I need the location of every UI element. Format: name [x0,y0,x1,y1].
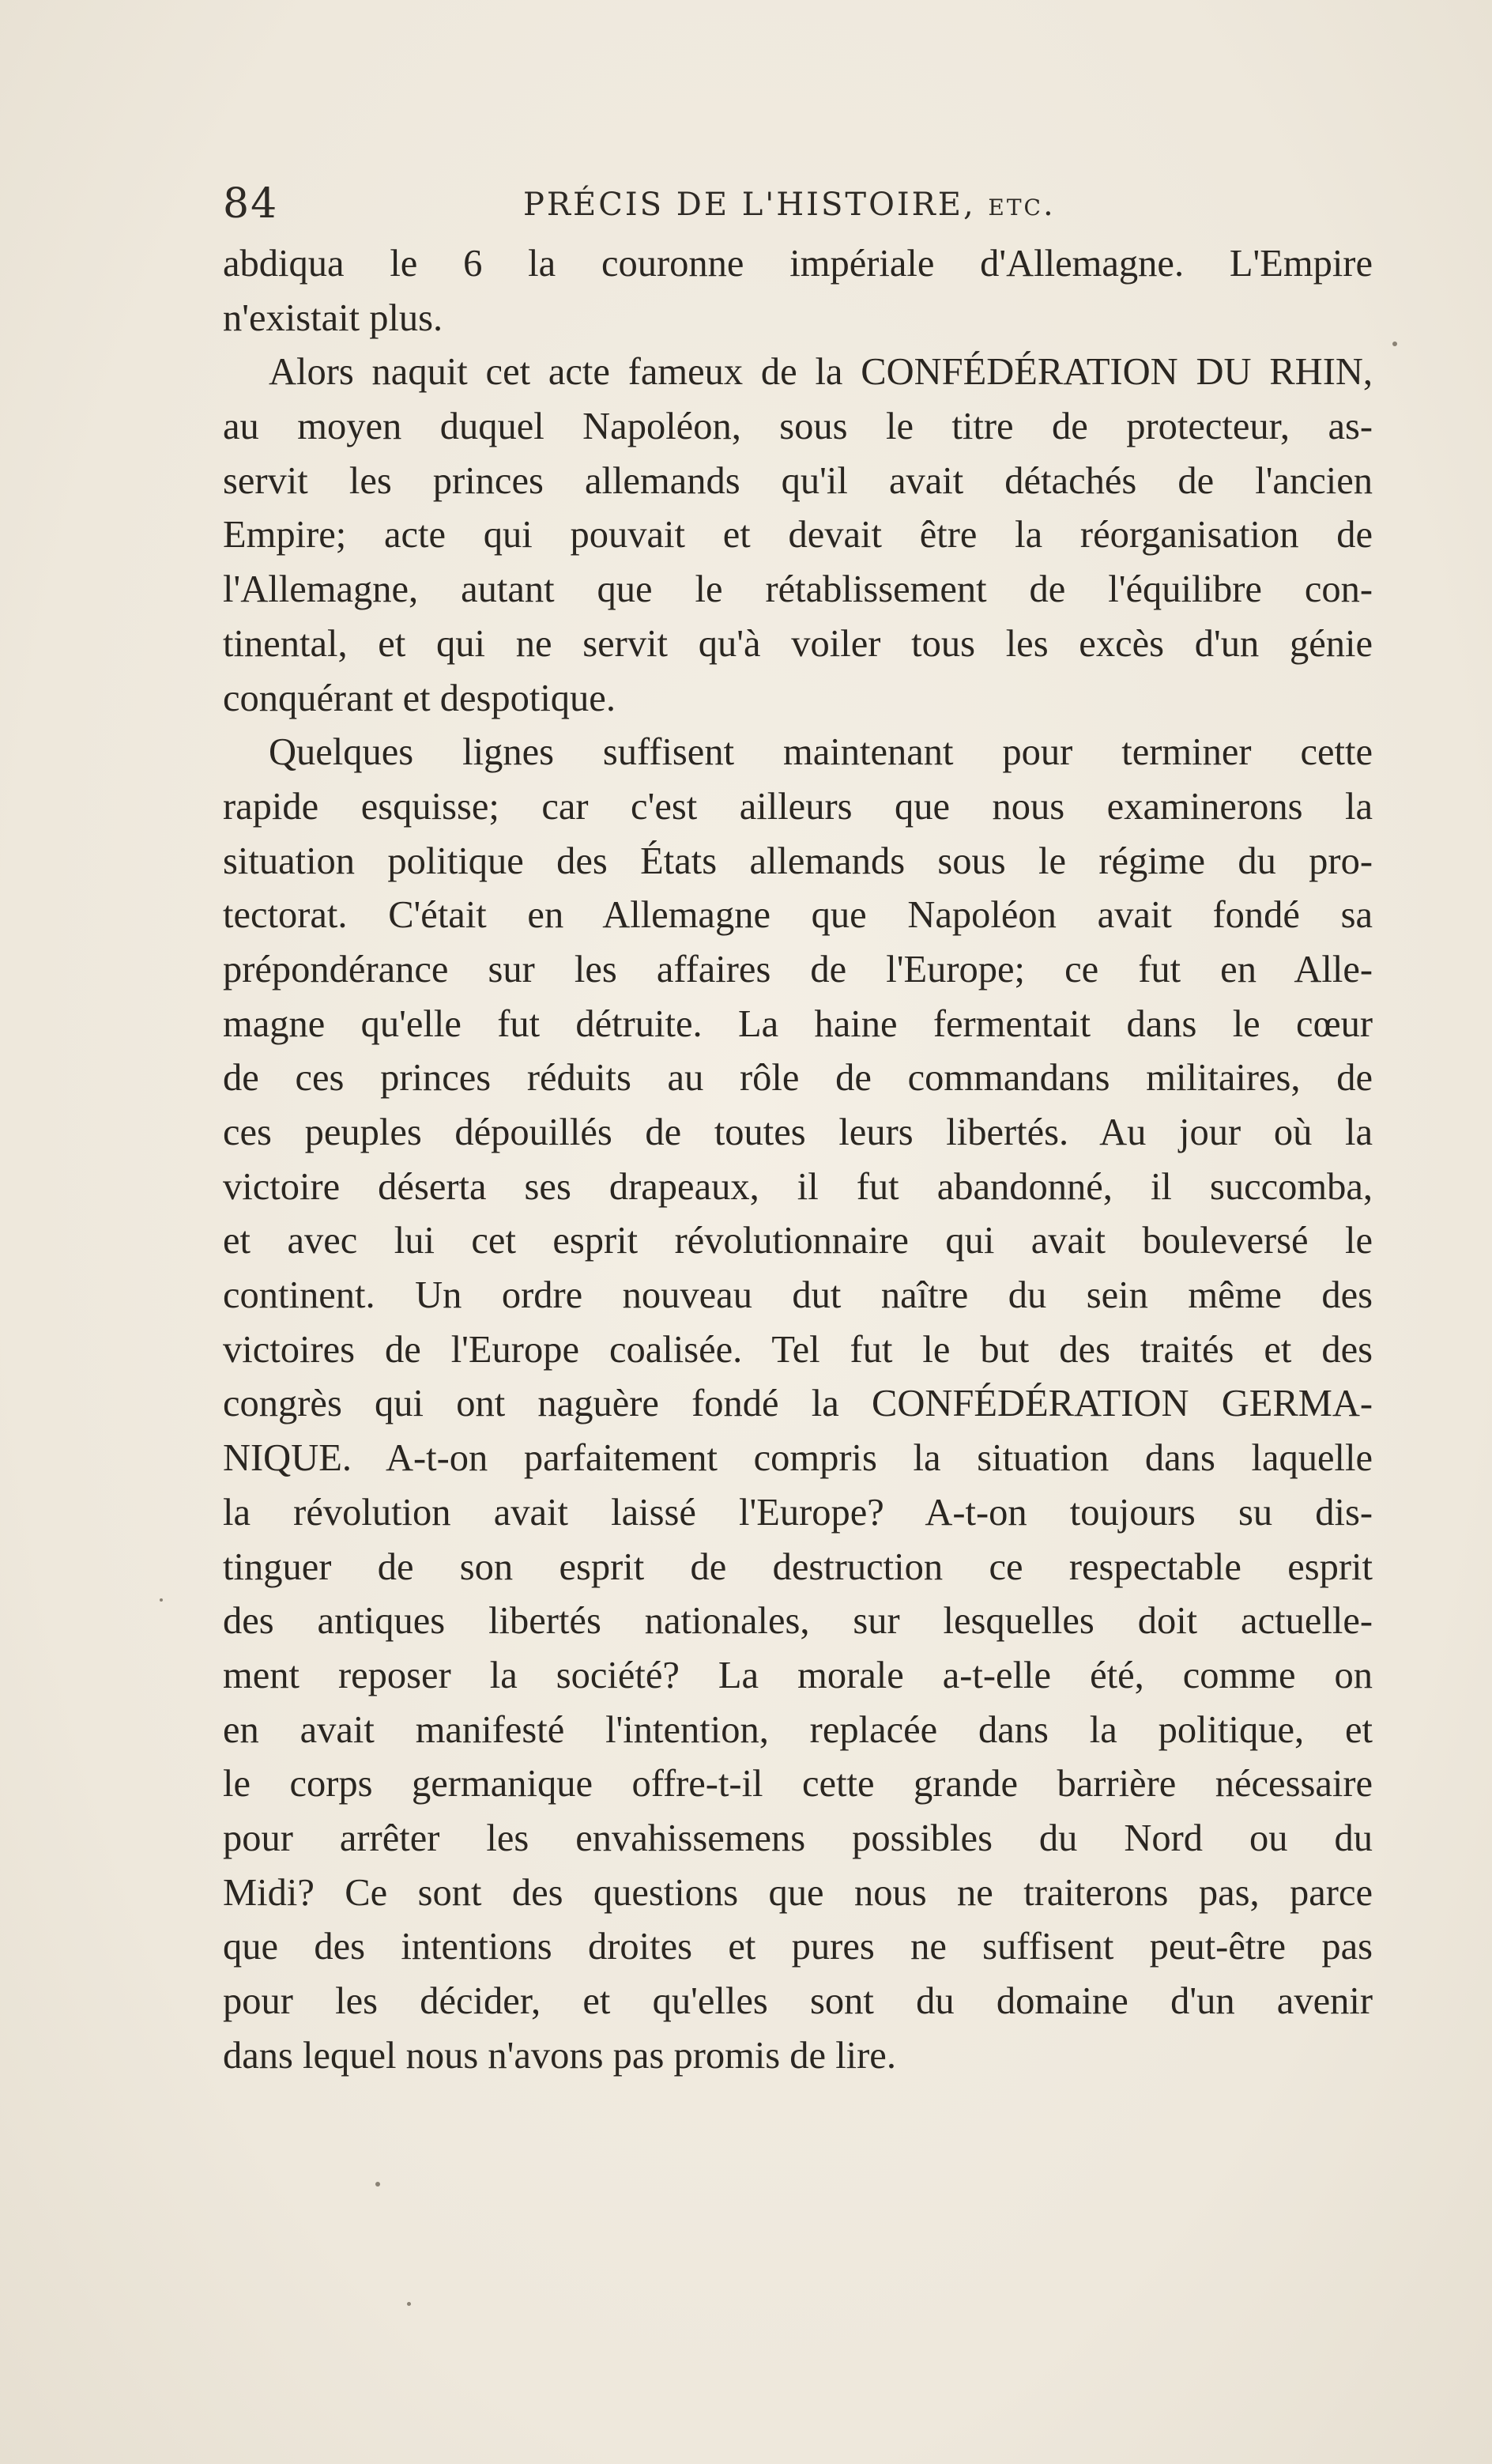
text-line: pour les décider, et qu'elles sont du domaine d'un avenir [223,1980,1373,2022]
running-head: PRÉCIS DE L'HISTOIRE, etc. [523,187,1056,223]
text-line: servit les princes allemands qu'il avait détachés de l'ancien [223,459,1373,502]
text-line: la révolution avait laissé l'Europe? A-t-on toujours su dis- [223,1491,1373,1534]
text-line: des antiques libertés nationales, sur lesquelles doit actuelle- [223,1600,1373,1643]
text-line: au moyen duquel Napoléon, sous le titre de protecteur, as- [223,406,1373,448]
text-line: en avait manifesté l'intention, replacée dans la politique, et [223,1708,1373,1751]
paper-speck [1392,341,1397,346]
text-line: l'Allemagne, autant que le rétablissement de l'équilibre con- [223,568,1373,611]
page-header [223,180,1385,236]
text-line: pour arrêter les envahissemens possibles du Nord ou du [223,1817,1373,1859]
text-line: que des intentions droites et pures ne suffisent peut-être pas [223,1926,1373,1968]
text-line: rapide esquisse; car c'est ailleurs que nous examinerons la [223,785,1373,828]
text-line: n'existait plus. [223,296,443,339]
text-line: tinental, et qui ne servit qu'à voiler tous les excès d'un génie [223,622,1373,665]
text-line: conquérant et despotique. [223,677,616,719]
text-line: NIQUE. A-t-on parfaitement compris la situation dans laquelle [223,1437,1373,1480]
body-text [223,237,1373,2083]
text-line: congrès qui ont naguère fondé la CONFÉDÉRATION GERMA- [223,1383,1373,1425]
text-line: Empire; acte qui pouvait et devait être la réorganisation de [223,514,1373,557]
paper-speck [160,1598,163,1602]
paper-speck [375,2182,380,2187]
text-line: prépondérance sur les affaires de l'Europe; ce fut en Alle- [223,948,1373,991]
text-line: de ces princes réduits au rôle de commandans militaires, de [223,1057,1373,1100]
text-line: victoires de l'Europe coalisée. Tel fut le but des traités et des [223,1328,1373,1371]
text-line: abdiqua le 6 la couronne impériale d'Allemagne. L'Empire [223,243,1373,285]
paper-speck [407,2302,411,2306]
text-line: Alors naquit cet acte fameux de la CONFÉDÉRATION DU RHIN, [269,351,1373,394]
text-line: tinguer de son esprit de destruction ce respectable esprit [223,1545,1373,1588]
text-line: ment reposer la société? La morale a-t-elle été, comme on [223,1654,1373,1696]
text-line: le corps germanique offre-t-il cette grande barrière nécessaire [223,1763,1373,1806]
text-line: Midi? Ce sont des questions que nous ne traiterons pas, parce [223,1871,1373,1914]
text-line: situation politique des États allemands sous le régime du pro- [223,840,1373,882]
text-line: Quelques lignes suffisent maintenant pour terminer cette [269,731,1373,774]
page-number: 84 [223,180,279,228]
text-line: et avec lui cet esprit révolutionnaire qui avait bouleversé le [223,1220,1373,1262]
text-line: magne qu'elle fut détruite. La haine fermentait dans le cœur [223,1002,1373,1045]
text-line: continent. Un ordre nouveau dut naître du sein même des [223,1274,1373,1317]
text-line: tectorat. C'était en Allemagne que Napoléon avait fondé sa [223,894,1373,937]
text-line: dans lequel nous n'avons pas promis de lire. [223,2034,896,2077]
text-line: victoire déserta ses drapeaux, il fut abandonné, il succomba, [223,1165,1373,1208]
text-line: ces peuples dépouillés de toutes leurs libertés. Au jour où la [223,1111,1373,1153]
